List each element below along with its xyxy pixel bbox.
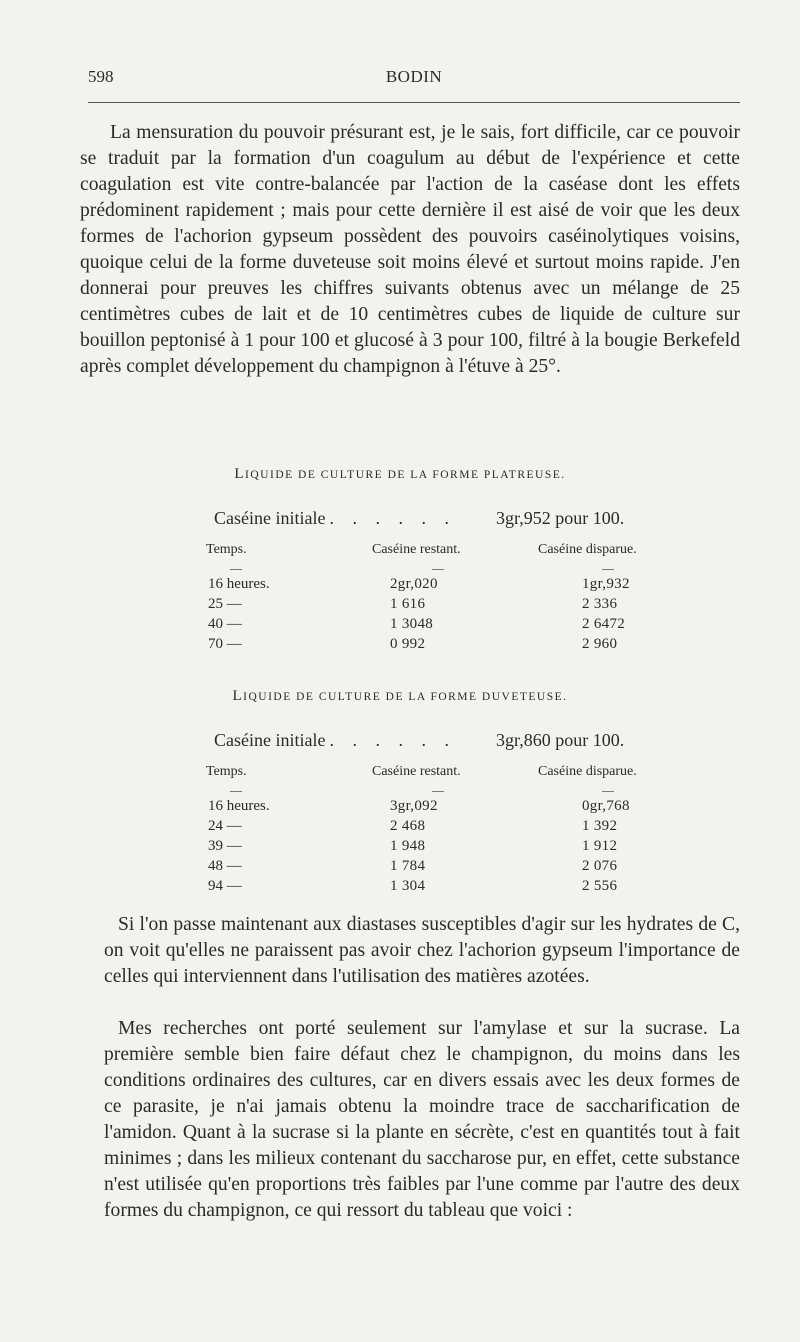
page-number: 598	[88, 67, 114, 86]
table-2-dash: —	[432, 783, 444, 797]
table-row	[206, 594, 676, 614]
table-2	[206, 764, 676, 896]
table-1-title-rest: IQUIDE DE CULTURE DE LA FORME PLATREUSE.	[245, 469, 566, 481]
table-cell-disparue: 2 6472	[582, 616, 626, 632]
table-2-title-rest: IQUIDE DE CULTURE DE LA FORME DUVETEUSE.	[243, 691, 568, 703]
table-cell-disparue: 2 960	[582, 636, 618, 652]
table-2-initial	[214, 730, 625, 751]
running-title: BODIN	[385, 67, 443, 86]
table-cell-temps: 40 —	[208, 616, 242, 632]
table-cell-temps: 70 —	[208, 636, 242, 652]
table-cell-temps: 24 —	[208, 818, 242, 834]
paragraph-2: Si l'on passe maintenant aux diastases susceptibles d'agir sur les hydrates de C, on voit qu'elles ne paraissent pas avoir chez l'achorion gypseum l'importance de celles qui interviennent dans l'utilisation des matières azotées.	[104, 914, 740, 987]
table-cell-disparue: 1 392	[582, 818, 618, 834]
table-1-title-cap: L	[234, 466, 246, 482]
table-1-col-restant: Caséine restant.	[372, 542, 461, 557]
table-cell-disparue: 2 336	[582, 596, 618, 612]
paragraph-3: Mes recherches ont porté seulement sur l'amylase et sur la sucrase. La première semble bien faire défaut chez le champignon, du moins dans les conditions ordinaires des cultures, car en divers essais avec les deux formes de ce parasite, je n'ai jamais obtenu la moindre trace de saccharification de l'amidon. Quant à la sucrase si la plante en sécrète, c'est en quantités tout à fait minimes ; dans les milieux contenant du saccharose pur, en effet, cette substance n'est utilisée qu'en proportions très faibles par l'une comme par l'autre des deux formes du champignon, ce qui ressort du tableau que voici :	[104, 1018, 740, 1221]
table-1-title	[0, 466, 800, 483]
table-2-dash: —	[602, 783, 614, 797]
table-2-initial-label: Caséine initiale	[214, 730, 326, 750]
table-row	[206, 836, 676, 856]
table-cell-temps: 16 heures.	[208, 798, 270, 814]
page-header	[88, 67, 740, 93]
table-2-title	[0, 688, 800, 705]
table-cell-temps: 39 —	[208, 838, 242, 854]
table-2-title-cap: L	[232, 688, 244, 704]
table-1-dash-row	[206, 562, 676, 574]
table-cell-temps: 16 heures.	[208, 576, 270, 592]
table-1-initial-value: 3gr,952 pour 100.	[496, 508, 625, 528]
table-1-initial	[214, 508, 625, 529]
table-cell-restant: 1 784	[390, 858, 426, 874]
table-row	[206, 574, 676, 594]
table-cell-restant: 2 468	[390, 818, 426, 834]
table-row	[206, 634, 676, 654]
table-2-col-temps: Temps.	[206, 764, 247, 779]
table-1	[206, 542, 676, 654]
table-cell-restant: 1 616	[390, 596, 426, 612]
header-rule	[88, 102, 740, 103]
table-cell-restant: 3gr,092	[390, 798, 438, 814]
table-2-col-restant: Caséine restant.	[372, 764, 461, 779]
table-2-dash: —	[230, 783, 242, 797]
table-row	[206, 876, 676, 896]
table-cell-restant: 1 304	[390, 878, 426, 894]
table-cell-disparue: 2 076	[582, 858, 618, 874]
table-2-initial-value: 3gr,860 pour 100.	[496, 730, 625, 750]
table-2-dash-row	[206, 784, 676, 796]
table-cell-temps: 94 —	[208, 878, 242, 894]
table-cell-temps: 25 —	[208, 596, 242, 612]
table-cell-temps: 48 —	[208, 858, 242, 874]
table-1-col-disparue: Caséine disparue.	[538, 542, 637, 557]
table-cell-restant: 1 3048	[390, 616, 434, 632]
table-2-header	[206, 764, 676, 784]
table-2-initial-dots: . . . . . .	[329, 730, 456, 750]
table-1-dash: —	[602, 561, 614, 575]
table-1-col-temps: Temps.	[206, 542, 247, 557]
table-cell-restant: 1 948	[390, 838, 426, 854]
table-1-initial-label: Caséine initiale	[214, 508, 326, 528]
table-cell-restant: 2gr,020	[390, 576, 438, 592]
table-1-initial-dots: . . . . . .	[329, 508, 456, 528]
table-cell-restant: 0 992	[390, 636, 426, 652]
table-row	[206, 816, 676, 836]
table-1-header	[206, 542, 676, 562]
table-row	[206, 856, 676, 876]
table-row	[206, 614, 676, 634]
paragraph-1: La mensuration du pouvoir présurant est, je le sais, fort difficile, car ce pouvoir se traduit par la formation d'un coagulum au début de l'expérience et cette coagulation est vite contre-balancée par l'action de la caséase dont les effets prédominent rapidement ; mais pour cette dernière il est aisé de voir que les deux formes de l'achorion gypseum possèdent des pouvoirs caséinolytiques voisins, quoique celui de la forme duveteuse soit moins élevé et surtout moins rapide. J'en donnerai pour preuves les chiffres suivants obtenus avec un mélange de 25 centimètres cubes de lait et de 10 centimètres cubes de liquide de culture sur bouillon peptonisé à 1 pour 100 et glucosé à 3 pour 100, filtré à la bougie Berkefeld après complet développement du champignon à l'étuve à 25°.	[80, 122, 740, 377]
table-cell-disparue: 0gr,768	[582, 798, 630, 814]
table-2-col-disparue: Caséine disparue.	[538, 764, 637, 779]
table-1-dash: —	[230, 561, 242, 575]
table-cell-disparue: 2 556	[582, 878, 618, 894]
table-1-dash: —	[432, 561, 444, 575]
table-cell-disparue: 1gr,932	[582, 576, 630, 592]
table-cell-disparue: 1 912	[582, 838, 618, 854]
table-row	[206, 796, 676, 816]
